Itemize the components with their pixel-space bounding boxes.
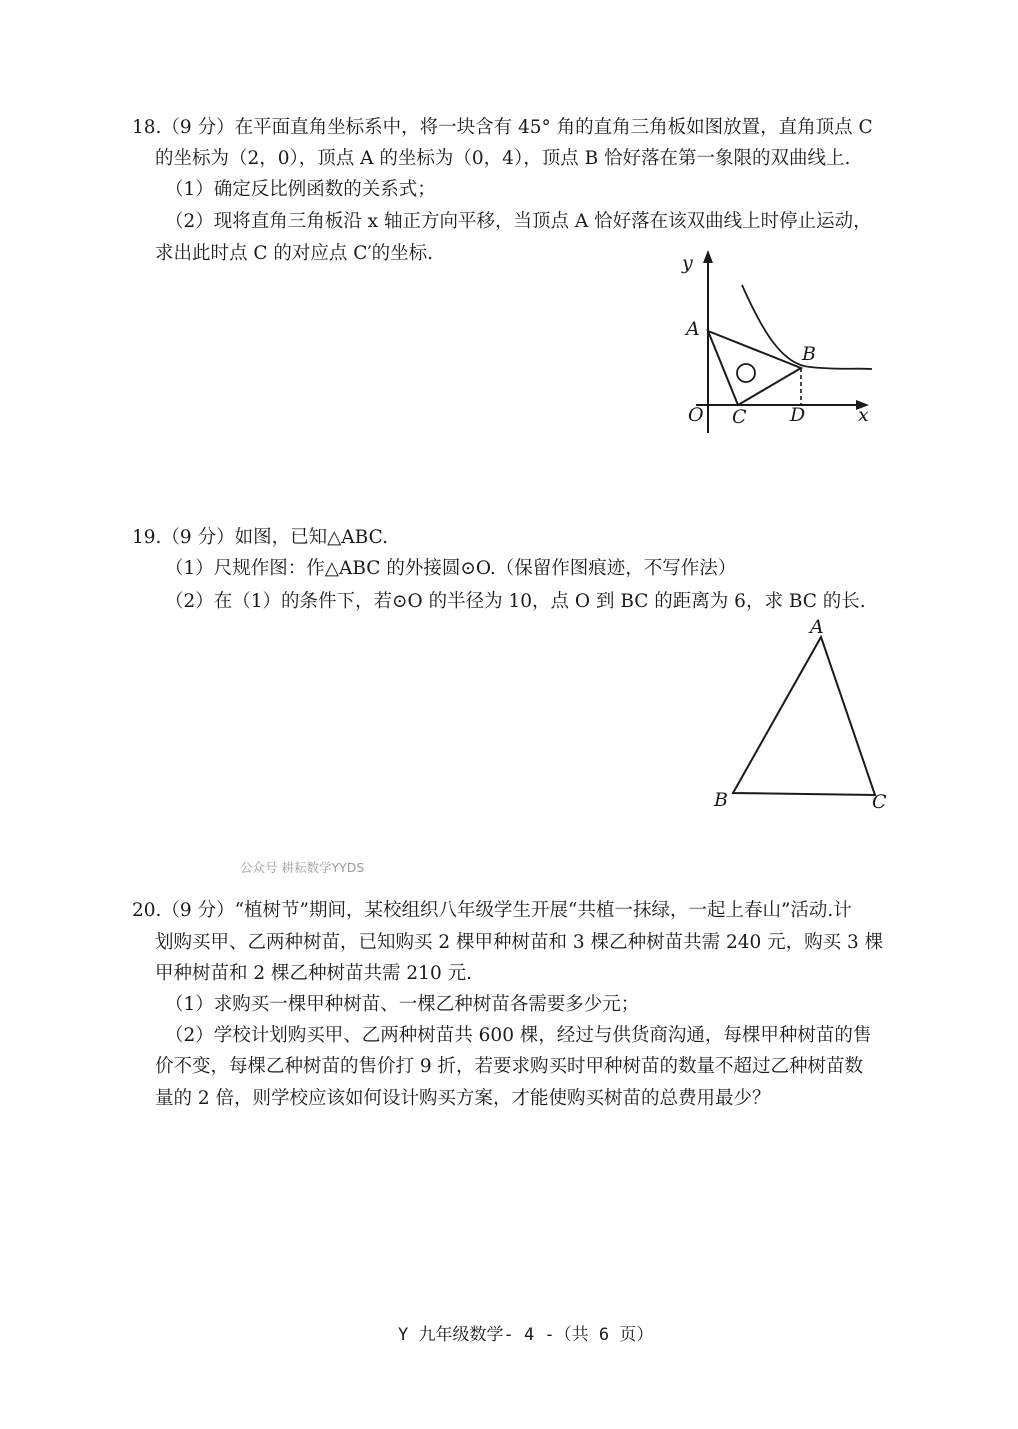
q19-part-1: （1）尺规作图：作△ABC 的外接圆⊙O.（保留作图痕迹，不写作法） <box>165 558 737 579</box>
q18-stem-line-2: 的坐标为（2，0），顶点 A 的坐标为（0，4），顶点 B 恰好落在第一象限的双曲线上. <box>155 148 851 169</box>
q19-stem: 19.（9 分）如图，已知△ABC. <box>132 527 388 548</box>
label-x: x <box>858 404 869 426</box>
q18-part-1: （1）确定反比例函数的关系式； <box>165 179 436 200</box>
label-b: B <box>802 343 816 365</box>
q18-stem-line-1: 18.（9 分）在平面直角坐标系中，将一块含有 45° 角的直角三角板如图放置，直角顶点 C <box>132 117 873 138</box>
q19-figure <box>700 612 900 817</box>
label-c: C <box>872 791 887 813</box>
label-b: B <box>714 789 728 811</box>
q18-figure <box>670 245 890 445</box>
q20-stem-line-2: 划购买甲、乙两种树苗，已知购买 2 棵甲种树苗和 3 棵乙种树苗共需 240 元，购买 3 棵 <box>155 932 884 953</box>
page-footer: Y 九年级数学- 4 -（共 6 页） <box>398 1325 654 1345</box>
q19-part-2: （2）在（1）的条件下，若⊙O 的半径为 10，点 O 到 BC 的距离为 6，求 BC 的长. <box>165 591 866 612</box>
q20-stem-line-1: 20.（9 分）“植树节”期间，某校组织八年级学生开展“共植一抹绿，一起上春山”活动.计 <box>132 900 852 921</box>
plate-hole <box>737 364 755 382</box>
label-d: D <box>790 404 806 426</box>
label-a: A <box>686 318 700 340</box>
q20-part-2-line-1: （2）学校计划购买甲、乙两种树苗共 600 棵，经过与供货商沟通，每棵甲种树苗的售 <box>165 1025 872 1046</box>
q20-part-1: （1）求购买一棵甲种树苗、一棵乙种树苗各需要多少元； <box>165 994 640 1015</box>
watermark: 公众号 耕耘数学YYDS <box>240 860 365 875</box>
q20-part-2-line-2: 价不变，每棵乙种树苗的售价打 9 折，若要求购买时甲种树苗的数量不超过乙种树苗数 <box>155 1056 864 1077</box>
q18-part-2-line-2: 求出此时点 C 的对应点 C′的坐标. <box>155 243 434 264</box>
q20-stem-line-3: 甲种树苗和 2 棵乙种树苗共需 210 元. <box>155 963 472 984</box>
label-o: O <box>688 404 704 426</box>
q20-part-2-line-3: 量的 2 倍，则学校应该如何设计购买方案，才能使购买树苗的总费用最少？ <box>155 1088 771 1109</box>
q18-part-2-line-1: （2）现将直角三角板沿 x 轴正方向平移，当顶点 A 恰好落在该双曲线上时停止运动， <box>165 211 872 232</box>
label-a: A <box>810 616 824 638</box>
y-axis-arrow <box>703 250 713 263</box>
label-c: C <box>732 406 747 428</box>
triangle-abc <box>733 637 875 795</box>
label-y: y <box>682 252 693 274</box>
